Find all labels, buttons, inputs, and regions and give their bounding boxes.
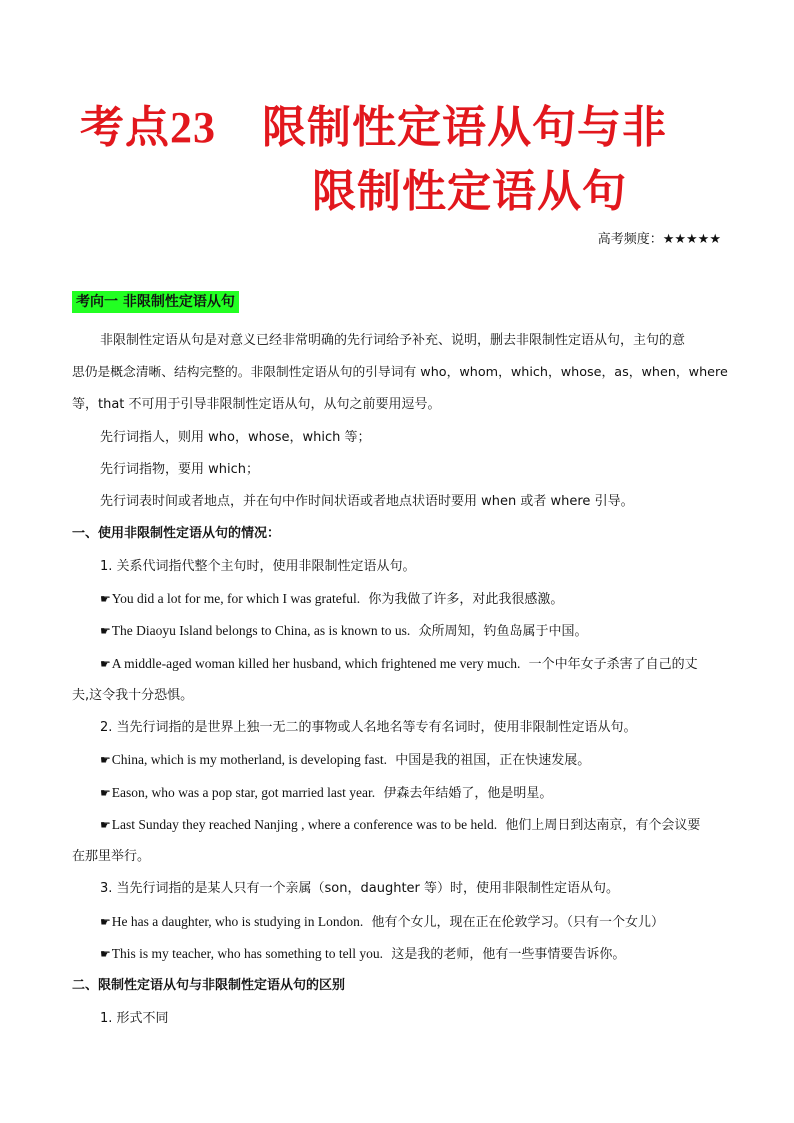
- example-chinese: 他有个女儿，现在正在伦敦学习。（只有一个女儿）: [371, 915, 664, 930]
- example-english: The Diaoyu Island belongs to China, as is known to us.: [111, 623, 411, 638]
- heading-usage: 一、使用非限制性定语从句的情况：: [72, 526, 281, 541]
- example-2c-continued: 在那里举行。: [72, 849, 151, 864]
- example-2a: [100, 744, 590, 777]
- title-line-2: 限制性定语从句: [312, 166, 627, 217]
- exam-frequency: [598, 228, 721, 247]
- rule-person: 先行词指人，则用 who，whose，which 等；: [100, 430, 371, 445]
- example-chinese: 伊森去年结婚了，他是明星。: [383, 786, 553, 801]
- example-1a: [100, 583, 563, 616]
- case-1: 1. 关系代词指代整个主句时，使用非限制性定语从句。: [100, 559, 416, 574]
- frequency-label: 高考频度：: [597, 232, 663, 247]
- heading-difference: 二、限制性定语从句与非限制性定语从句的区别: [72, 978, 346, 993]
- pointing-hand-icon: ☛: [100, 947, 111, 961]
- example-chinese: 你为我做了许多，对此我很感激。: [368, 592, 564, 607]
- case-2: 2. 当先行词指的是世界上独一无二的事物或人名地名等专有名词时，使用非限制性定语从句。: [100, 720, 637, 735]
- intro-line-3: 等，that 不可用于引导非限制性定语从句，从句之前要用逗号。: [72, 397, 441, 412]
- example-english: This is my teacher, who has something to tell you.: [111, 946, 384, 961]
- frequency-stars: ★★★★★: [662, 232, 721, 247]
- example-english: Last Sunday they reached Nanjing , where a conference was to be held.: [111, 817, 498, 832]
- example-chinese: 一个中年女子杀害了自己的丈: [528, 657, 698, 672]
- example-2c: [100, 809, 700, 842]
- pointing-hand-icon: ☛: [100, 818, 111, 832]
- intro-line-2: 思仍是概念清晰、结构完整的。非限制性定语从句的引导词有 who，whom，which，whose，as，when，where: [72, 365, 728, 380]
- example-2b: [100, 777, 552, 810]
- section-tag: 考向一 非限制性定语从句: [72, 291, 239, 313]
- rule-thing: 先行词指物，要用 which；: [100, 462, 260, 477]
- example-1b: [100, 615, 588, 648]
- intro-line-1: 非限制性定语从句是对意义已经非常明确的先行词给予补充、说明，删去非限制性定语从句，主句的意: [100, 333, 686, 348]
- example-chinese: 中国是我的祖国，正在快速发展。: [395, 753, 591, 768]
- pointing-hand-icon: ☛: [100, 915, 111, 929]
- example-english: A middle-aged woman killed her husband, which frightened me very much.: [111, 656, 521, 671]
- example-english: You did a lot for me, for which I was grateful.: [111, 591, 361, 606]
- example-1c-continued: 夫,这令我十分恐惧。: [72, 688, 194, 703]
- rule-time-place: 先行词表时间或者地点，并在句中作时间状语或者地点状语时要用 when 或者 where 引导。: [100, 494, 634, 509]
- pointing-hand-icon: ☛: [100, 624, 111, 638]
- pointing-hand-icon: ☛: [100, 786, 111, 800]
- example-english: China, which is my motherland, is developing fast.: [111, 752, 387, 767]
- sub-form-difference: 1. 形式不同: [100, 1011, 169, 1026]
- example-english: Eason, who was a pop star, got married last year.: [111, 785, 376, 800]
- title-prefix: 考点: [80, 102, 170, 153]
- pointing-hand-icon: ☛: [100, 592, 111, 606]
- example-chinese: 他们上周日到达南京，有个会议要: [505, 818, 701, 833]
- example-3a: [100, 906, 664, 939]
- title-text-1: 限制性定语从句与非: [262, 102, 667, 153]
- case-3: 3. 当先行词指的是某人只有一个亲属（son，daughter 等）时，使用非限制性定语从句。: [100, 881, 620, 896]
- example-english: He has a daughter, who is studying in London.: [111, 914, 364, 929]
- example-3b: [100, 938, 625, 971]
- example-chinese: 这是我的老师，他有一些事情要告诉你。: [391, 947, 626, 962]
- title-line-1: [80, 102, 667, 153]
- pointing-hand-icon: ☛: [100, 657, 111, 671]
- title-number: 23: [170, 103, 216, 152]
- example-1c: [100, 648, 698, 681]
- pointing-hand-icon: ☛: [100, 753, 111, 767]
- example-chinese: 众所周知，钓鱼岛属于中国。: [418, 624, 588, 639]
